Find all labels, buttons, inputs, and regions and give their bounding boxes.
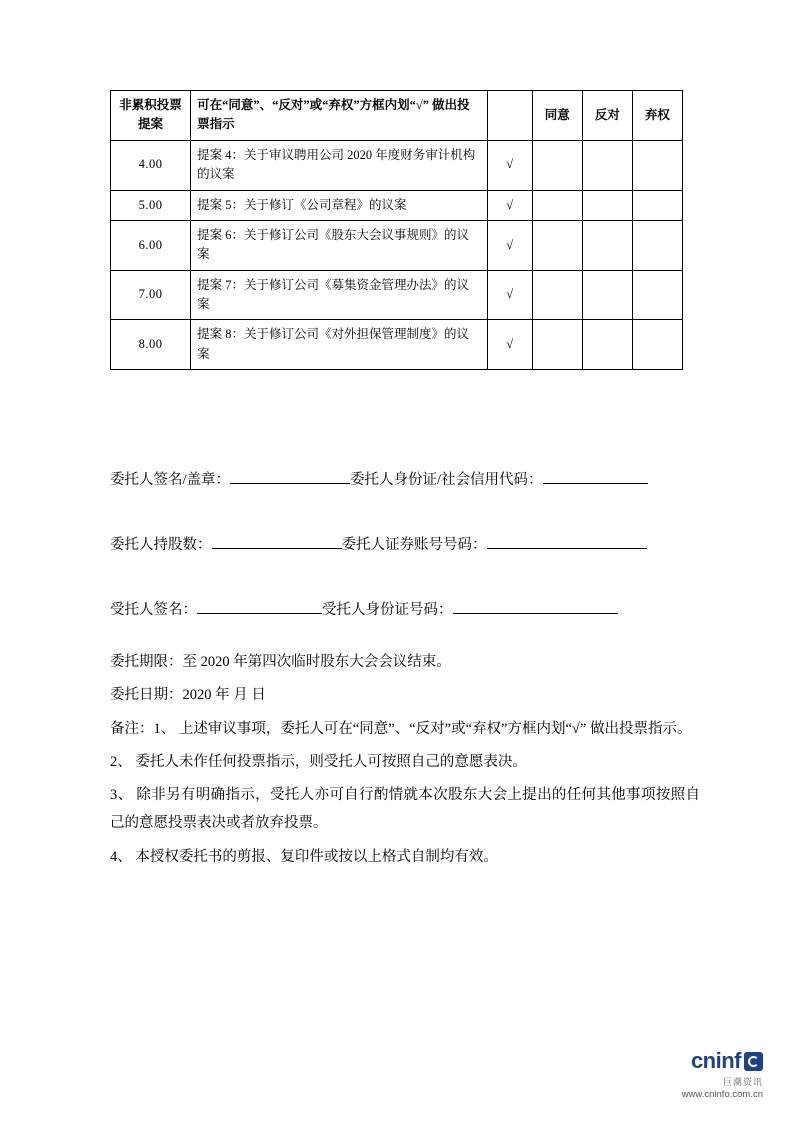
- cell-mark: √: [487, 270, 532, 320]
- field-trustee-signature[interactable]: [197, 613, 322, 614]
- vote-table: [110, 90, 683, 370]
- header-mark: [487, 91, 532, 141]
- cell-proposal-desc: 提案 8：关于修订公司《对外担保管理制度》的议案: [191, 320, 488, 370]
- label-principal-signature: 委托人签名/盖章：: [110, 472, 231, 488]
- entrust-period: 委托期限：至 2020 年第四次临时股东大会会议结束。: [110, 654, 451, 670]
- label-trustee-id: 受托人身份证号码：: [322, 602, 453, 618]
- label-principal-account: 委托人证券账号号码：: [341, 537, 487, 553]
- checkbox-oppose[interactable]: [582, 220, 632, 270]
- checkbox-abstain[interactable]: [632, 220, 682, 270]
- checkbox-agree[interactable]: [532, 220, 582, 270]
- checkbox-agree[interactable]: [532, 270, 582, 320]
- signature-row-shares: [110, 533, 690, 554]
- table-row: [111, 190, 683, 220]
- table-row: [111, 270, 683, 320]
- cninfo-logo-icon: [744, 1052, 763, 1071]
- checkbox-abstain[interactable]: [632, 320, 682, 370]
- note-item-2: 2、 委托人未作任何投票指示，则受托人可按照自己的意愿表决。: [110, 753, 527, 770]
- cell-mark: √: [487, 220, 532, 270]
- header-instruction: 可在“同意”、“反对”或“弃权”方框内划“√” 做出投票指示: [191, 91, 488, 141]
- entrust-date: 委托日期：2020 年 月 日: [110, 687, 266, 704]
- header-oppose: 反对: [582, 91, 632, 141]
- table-header-row: [111, 91, 683, 141]
- checkbox-oppose[interactable]: [582, 270, 632, 320]
- footer-logo: [682, 1048, 763, 1100]
- note-item-4: 4、 本授权委托书的剪报、复印件或按以上格式自制均有效。: [110, 848, 498, 865]
- cell-proposal-no: 6.00: [111, 220, 191, 270]
- cell-proposal-desc: 提案 4：关于审议聘用公司 2020 年度财务审计机构的议案: [191, 140, 488, 190]
- note-item-1: 备注：1、 上述审议事项，委托人可在“同意”、“反对”或“弃权”方框内划“√” 做出投票指示。: [110, 720, 692, 737]
- signature-block: [110, 468, 690, 663]
- notes-block: [110, 648, 700, 876]
- header-abstain: 弃权: [632, 91, 682, 141]
- vote-table-container: [110, 90, 683, 370]
- checkbox-agree[interactable]: [532, 190, 582, 220]
- cell-proposal-desc: 提案 6：关于修订公司《股东大会议事规则》的议案: [191, 220, 488, 270]
- logo-group: [682, 1048, 763, 1074]
- label-principal-shares: 委托人持股数：: [110, 537, 212, 553]
- checkbox-oppose[interactable]: [582, 190, 632, 220]
- cell-proposal-desc: 提案 7：关于修订公司《募集资金管理办法》的议案: [191, 270, 488, 320]
- cell-proposal-no: 8.00: [111, 320, 191, 370]
- table-row: [111, 320, 683, 370]
- signature-row-trustee: [110, 598, 690, 619]
- logo-chinese-name: 巨潮资讯: [722, 1077, 763, 1087]
- checkbox-agree[interactable]: [532, 140, 582, 190]
- label-trustee-signature: 受托人签名：: [110, 602, 197, 618]
- table-row: [111, 220, 683, 270]
- checkbox-abstain[interactable]: [632, 140, 682, 190]
- cell-proposal-no: 7.00: [111, 270, 191, 320]
- field-principal-id[interactable]: [543, 483, 648, 484]
- cell-mark: √: [487, 140, 532, 190]
- label-principal-id: 委托人身份证/社会信用代码：: [350, 472, 543, 488]
- note-item-3: 3、 除非另有明确指示，受托人亦可自行酌情就本次股东大会上提出的任何其他事项按照自己的意愿投票表决或者放弃投票。: [110, 787, 700, 832]
- checkbox-oppose[interactable]: [582, 320, 632, 370]
- table-row: [111, 140, 683, 190]
- cell-mark: √: [487, 190, 532, 220]
- checkbox-agree[interactable]: [532, 320, 582, 370]
- cell-proposal-no: 4.00: [111, 140, 191, 190]
- field-trustee-id[interactable]: [453, 613, 618, 614]
- cell-mark: √: [487, 320, 532, 370]
- field-principal-account[interactable]: [487, 548, 647, 549]
- checkbox-abstain[interactable]: [632, 190, 682, 220]
- signature-row-principal: [110, 468, 690, 489]
- header-proposal-no: 非累积投票提案: [111, 91, 191, 141]
- checkbox-oppose[interactable]: [582, 140, 632, 190]
- header-agree: 同意: [532, 91, 582, 141]
- field-principal-shares[interactable]: [212, 548, 342, 549]
- logo-wordmark: cninf: [690, 1048, 741, 1073]
- cell-proposal-desc: 提案 5：关于修订《公司章程》的议案: [191, 190, 488, 220]
- logo-website-url: www.cninfo.com.cn: [681, 1089, 763, 1100]
- checkbox-abstain[interactable]: [632, 270, 682, 320]
- field-principal-signature[interactable]: [230, 483, 350, 484]
- cell-proposal-no: 5.00: [111, 190, 191, 220]
